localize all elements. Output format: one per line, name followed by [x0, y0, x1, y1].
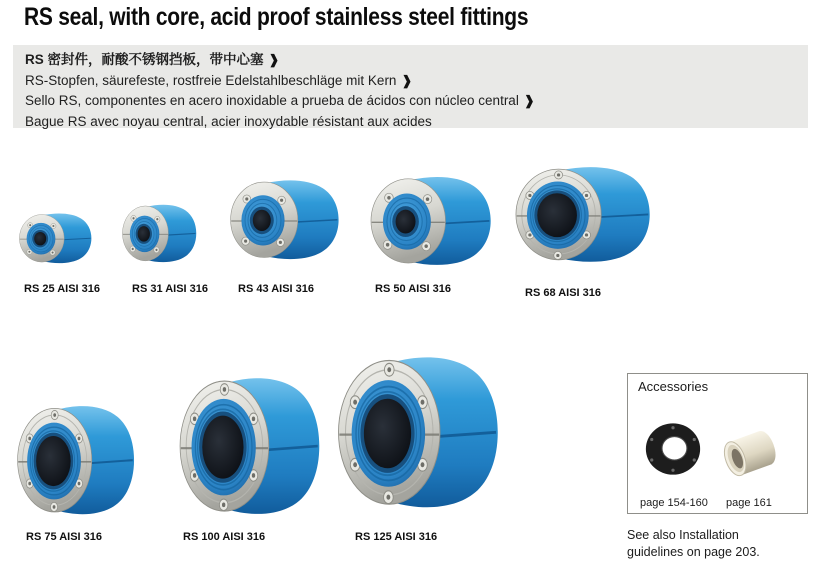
subtitle-french: Bague RS avec noyau central, acier inoxydable résistant aux acides	[25, 113, 432, 129]
accessories-box	[627, 373, 808, 514]
wall-flange-icon	[636, 416, 710, 482]
product-image-rs-43	[227, 167, 347, 270]
wall-flange-image	[636, 416, 710, 482]
arrow-icon: ❱	[523, 93, 535, 108]
product-label-rs-100: RS 100 AISI 316	[183, 531, 266, 543]
accessory-page-ref-flange: page 154-160	[640, 497, 708, 509]
arrow-icon: ❱	[401, 72, 413, 88]
seal-image	[335, 335, 510, 525]
sleeve-image	[714, 420, 782, 484]
product-image-rs-68	[513, 153, 660, 273]
arrow-icon: ❱	[268, 52, 280, 67]
seal-image	[120, 195, 202, 270]
product-image-rs-50	[367, 162, 500, 277]
product-label-rs-31: RS 31 AISI 316	[132, 283, 209, 295]
seal-image	[227, 167, 347, 270]
accessory-page-ref-sleeve: page 161	[726, 497, 772, 509]
accessories-title: Accessories	[638, 379, 709, 394]
product-label-rs-75: RS 75 AISI 316	[26, 531, 103, 543]
product-label-rs-43: RS 43 AISI 316	[238, 283, 315, 295]
subtitle-german: RS-Stopfen, säurefeste, rostfreie Edelstahlbeschläge mit Kern ❱	[25, 72, 413, 88]
page-title: RS seal, with core, acid proof stainless steel fittings	[24, 3, 529, 31]
sleeve-icon	[714, 420, 782, 484]
subtitle-band	[13, 45, 808, 128]
installation-note: See also Installation guidelines on page 203.	[627, 528, 760, 559]
product-label-rs-68: RS 68 AISI 316	[525, 287, 602, 299]
product-image-rs-25	[17, 205, 97, 270]
product-label-rs-50: RS 50 AISI 316	[375, 283, 452, 295]
product-image-rs-31	[120, 195, 202, 270]
seal-image	[177, 358, 330, 530]
product-label-rs-125: RS 125 AISI 316	[355, 531, 438, 543]
product-label-rs-25: RS 25 AISI 316	[24, 283, 101, 295]
seal-image	[17, 205, 97, 270]
product-image-rs-125	[335, 335, 510, 525]
subtitle-chinese: RS 密封件，耐酸不锈钢挡板，带中心塞 ❱	[25, 52, 280, 67]
seal-image	[15, 390, 143, 527]
product-image-rs-100	[177, 358, 330, 530]
subtitle-spanish: Sello RS, componentes en acero inoxidable a prueba de ácidos con núcleo central ❱	[25, 93, 535, 108]
product-image-rs-75	[15, 390, 143, 527]
seal-image	[367, 162, 500, 277]
seal-image	[513, 153, 660, 273]
